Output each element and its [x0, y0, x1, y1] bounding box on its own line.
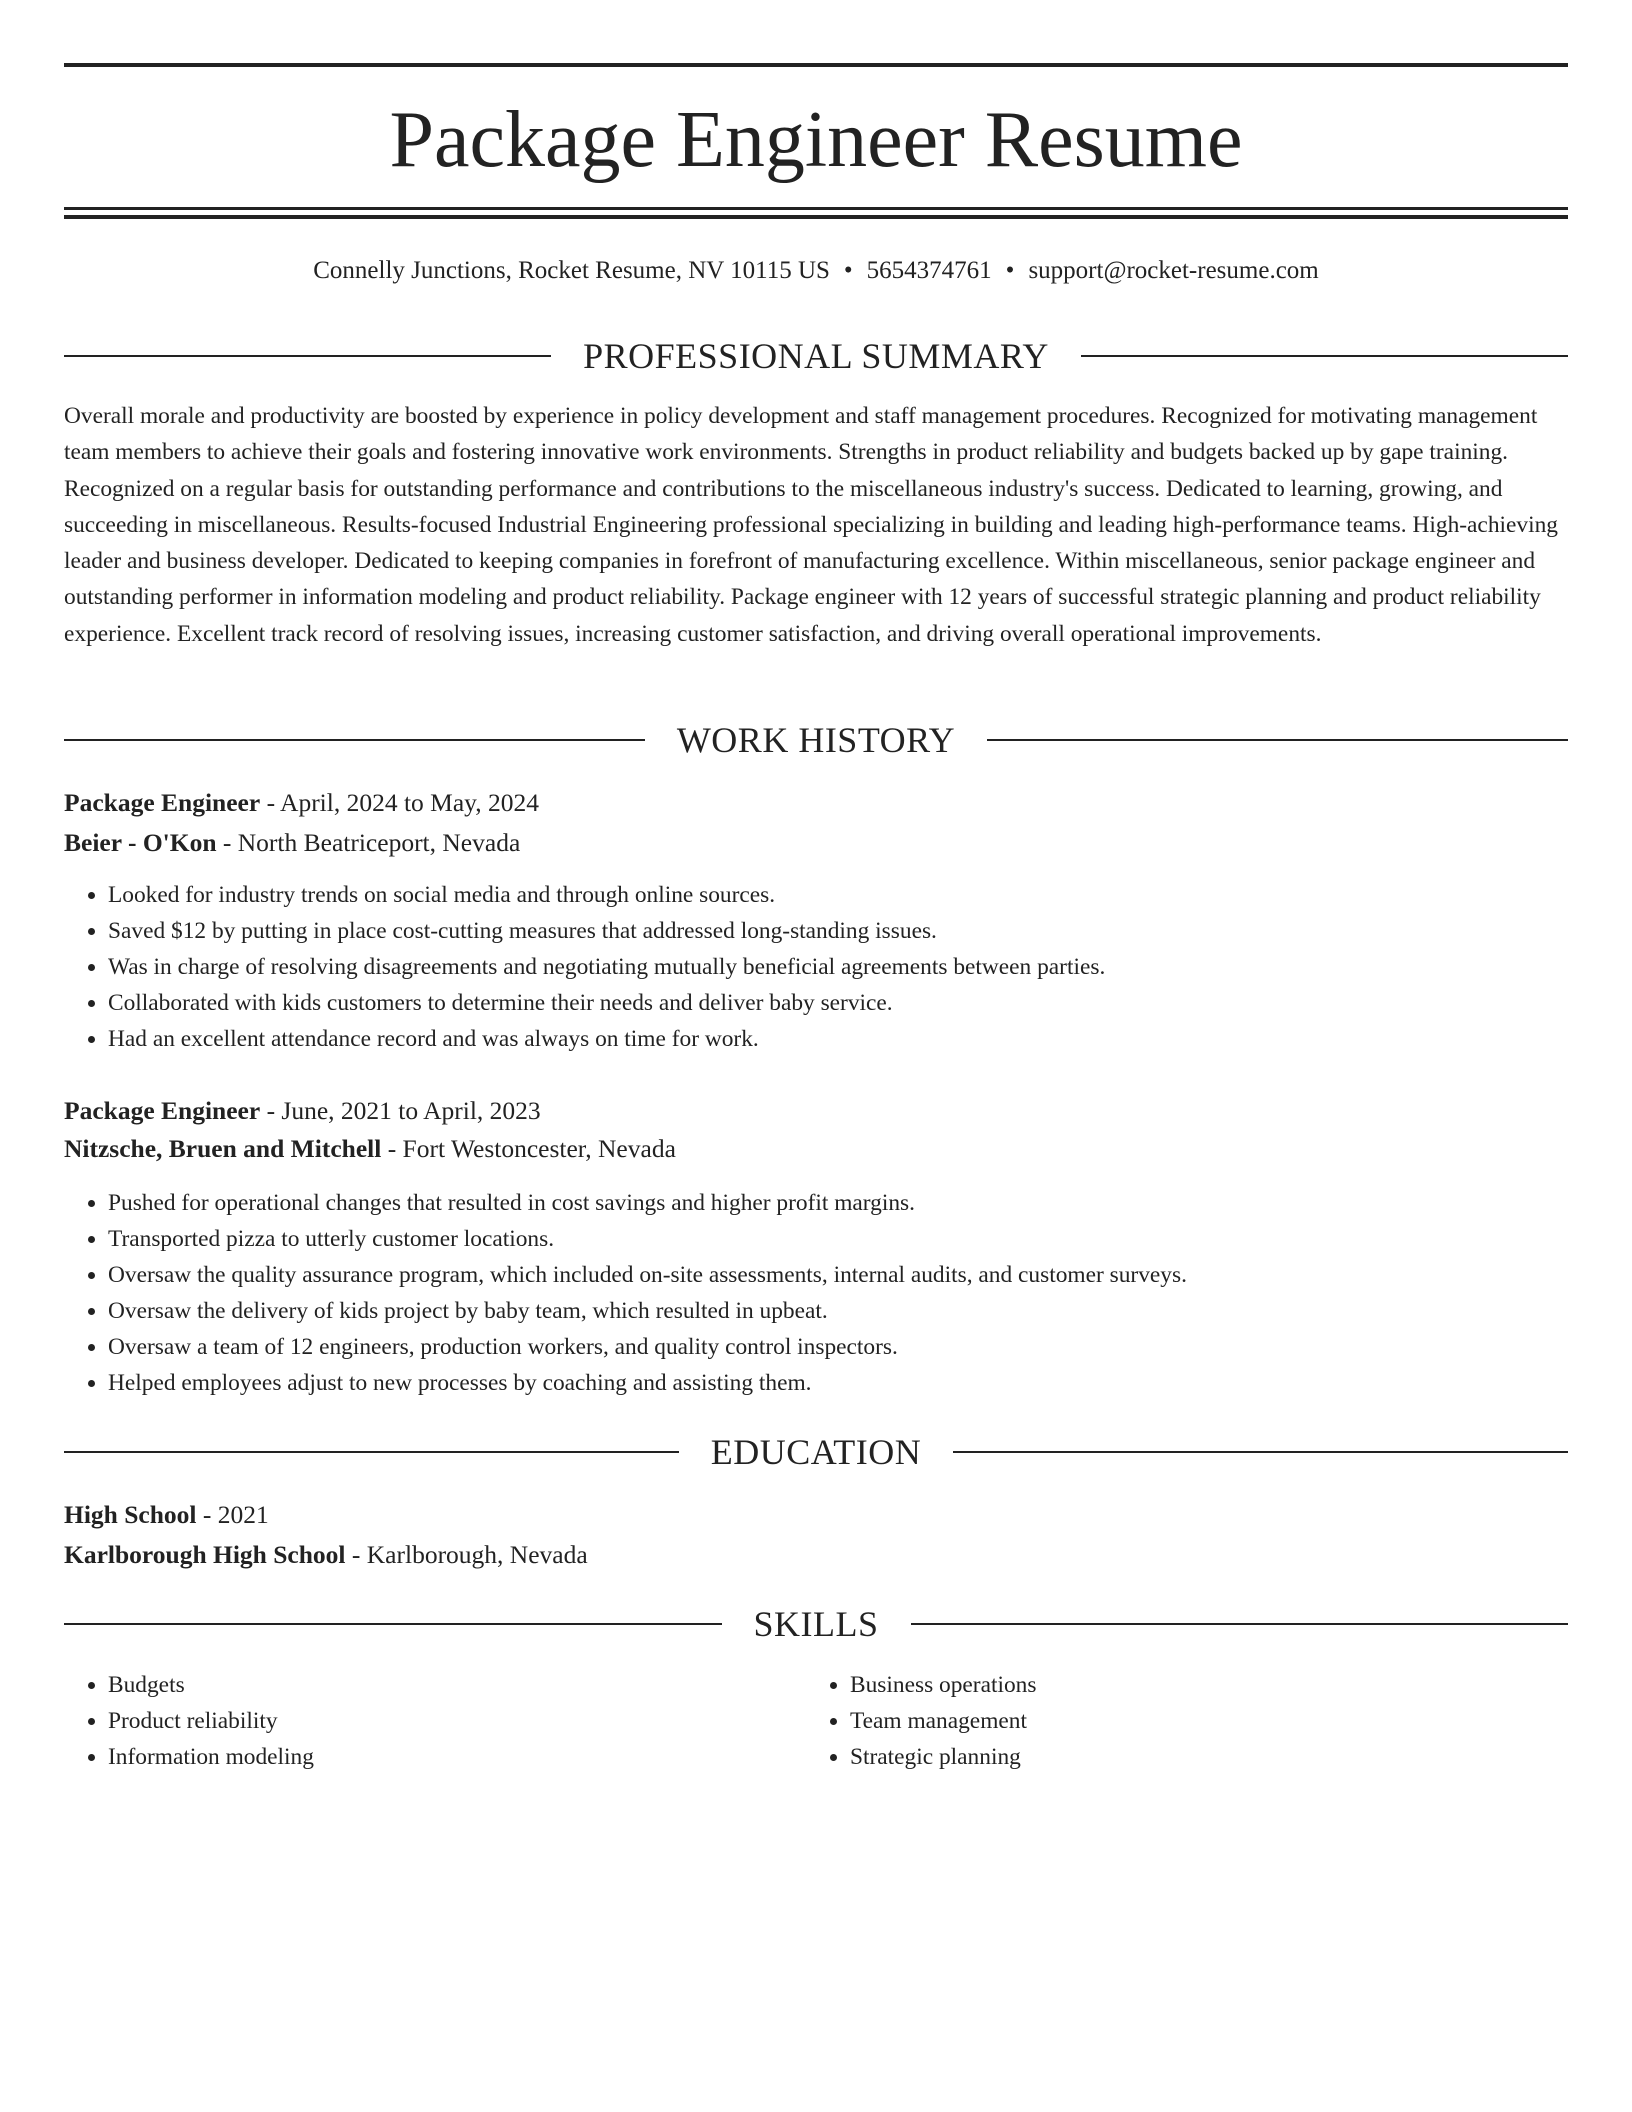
list-item: • Looked for industry trends on social media and through online sources.: [108, 877, 1105, 913]
job-title: Package Engineer: [64, 788, 261, 817]
work-history-heading: [64, 718, 1568, 762]
school-line: [64, 1537, 588, 1573]
job-company: Nitzsche, Bruen and Mitchell: [64, 1134, 382, 1163]
heading-rule-left: [64, 739, 645, 741]
job-location: - Fort Westoncester, Nevada: [381, 1134, 676, 1163]
list-item: • Collaborated with kids customers to determine their needs and deliver baby service.: [108, 985, 1105, 1021]
job-company-line: [64, 825, 520, 861]
contact-line: [64, 253, 1568, 289]
job-company: Beier - O'Kon: [64, 828, 217, 857]
education-heading: [64, 1430, 1568, 1474]
job-title: Package Engineer: [64, 1096, 261, 1125]
contact-address: Connelly Junctions, Rocket Resume, NV 10115 US: [313, 257, 830, 284]
degree: High School: [64, 1500, 197, 1529]
school-name: Karlborough High School: [64, 1540, 346, 1569]
skills-heading-label: SKILLS: [753, 1604, 879, 1644]
degree-line: [64, 1497, 269, 1533]
list-item: • Oversaw the quality assurance program, which included on-site assessments, internal audits, and customer surveys.: [108, 1257, 1187, 1293]
school-location: - Karlborough, Nevada: [345, 1540, 588, 1569]
list-item: • Had an excellent attendance record and was always on time for work.: [108, 1021, 1105, 1057]
work-history-heading-label: WORK HISTORY: [676, 720, 956, 760]
job-title-line: [64, 785, 539, 821]
list-item: • Pushed for operational changes that resulted in cost savings and higher profit margins.: [108, 1185, 1187, 1221]
education-heading-label: EDUCATION: [710, 1432, 922, 1472]
summary-heading: [64, 334, 1568, 378]
skill-item: • Business operations: [850, 1667, 1036, 1703]
skill-item: • Budgets: [108, 1667, 314, 1703]
list-item: • Oversaw the delivery of kids project by baby team, which resulted in upbeat.: [108, 1293, 1187, 1329]
skills-list-left: [64, 1667, 314, 1775]
list-item: • Transported pizza to utterly customer locations.: [108, 1221, 1187, 1257]
top-rule: [64, 63, 1568, 67]
summary-heading-label: PROFESSIONAL SUMMARY: [583, 336, 1049, 376]
title-rule-lower: [64, 215, 1568, 219]
skill-item: • Product reliability: [108, 1703, 314, 1739]
list-item: • Saved $12 by putting in place cost-cutting measures that addressed long-standing issues.: [108, 913, 1105, 949]
heading-rule-right: [1081, 355, 1568, 357]
job-dates: - June, 2021 to April, 2023: [260, 1096, 541, 1125]
contact-separator: •: [843, 257, 853, 284]
skills-list-right: [806, 1667, 1036, 1775]
graduation-year: - 2021: [196, 1500, 269, 1529]
list-item: • Helped employees adjust to new processes by coaching and assisting them.: [108, 1365, 1187, 1401]
job-dates: - April, 2024 to May, 2024: [260, 788, 540, 817]
job-duties-list: [64, 1185, 1187, 1401]
contact-phone: 5654374761: [866, 257, 992, 284]
heading-rule-right: [911, 1623, 1569, 1625]
skill-item: • Team management: [850, 1703, 1036, 1739]
heading-rule-left: [64, 1451, 679, 1453]
job-title-line: [64, 1093, 541, 1129]
heading-rule-left: [64, 355, 551, 357]
job-duties-list: [64, 877, 1105, 1057]
summary-text: Overall morale and productivity are boosted by experience in policy development and staff management procedures. Recognized for motivating management team members to achieve their goals and fostering innovative work environments. Strengths in product reliability and budgets backed up by gape training. Recognized on a regular basis for outstanding performance and contributions to the miscellaneous industry's success. Dedicated to learning, growing, and succeeding in miscellaneous. Results-focused Industrial Engineering professional specializing in building and leading high-performance teams. High-achieving leader and business developer. Dedicated to keeping companies in forefront of manufacturing excellence. Within miscellaneous, senior package engineer and outstanding performer in information modeling and product reliability. Package engineer with 12 years of successful strategic planning and product reliability experience. Excellent track record of resolving issues, increasing customer satisfaction, and driving overall operational improvements.: [64, 403, 1558, 647]
skill-item: • Strategic planning: [850, 1739, 1036, 1775]
heading-rule-right: [987, 739, 1568, 741]
skills-heading: [64, 1602, 1568, 1646]
job-location: - North Beatriceport, Nevada: [216, 828, 521, 857]
list-item: • Oversaw a team of 12 engineers, production workers, and quality control inspectors.: [108, 1329, 1187, 1365]
contact-separator: •: [1005, 257, 1015, 284]
contact-email: support@rocket-resume.com: [1028, 257, 1319, 284]
heading-rule-right: [953, 1451, 1568, 1453]
list-item: • Was in charge of resolving disagreements and negotiating mutually beneficial agreements between parties.: [108, 949, 1105, 985]
job-company-line: [64, 1131, 676, 1167]
skill-item: • Information modeling: [108, 1739, 314, 1775]
title-rule-upper: [64, 207, 1568, 210]
heading-rule-left: [64, 1623, 722, 1625]
page-title: Package Engineer Resume: [389, 96, 1243, 184]
